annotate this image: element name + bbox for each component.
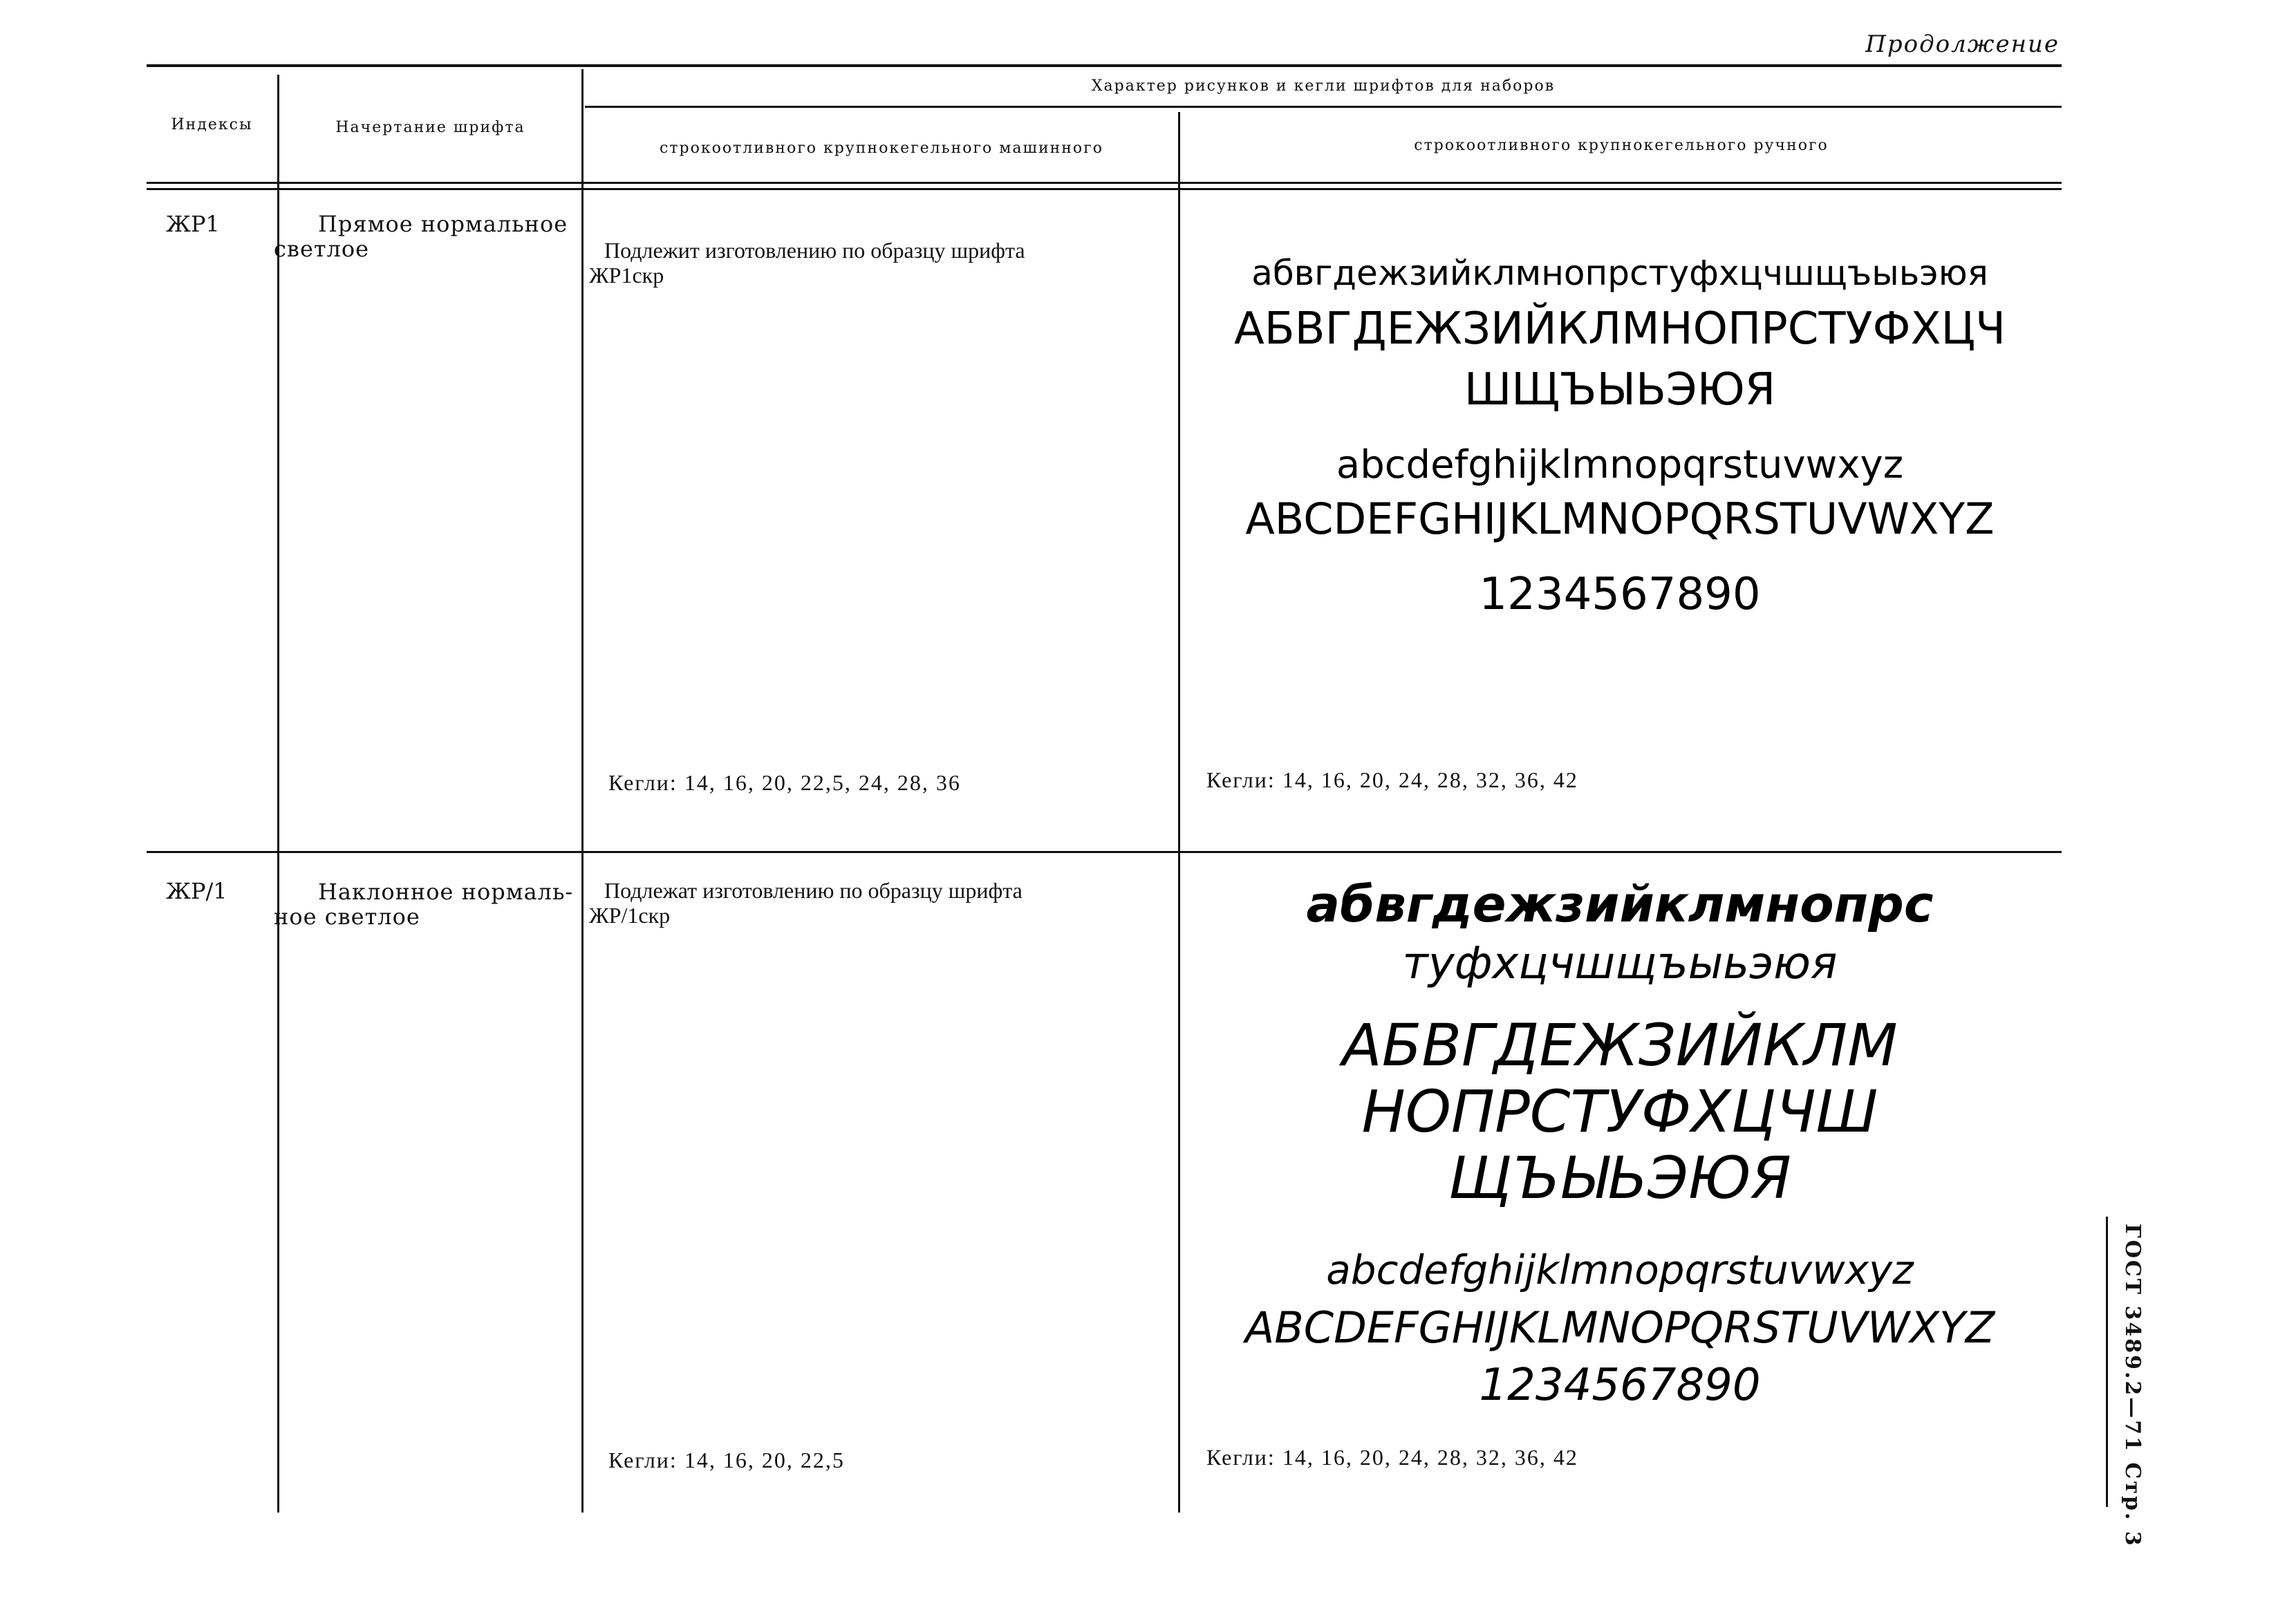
row1-index: ЖР1 xyxy=(166,211,220,237)
row1-typeface-line1: Прямое нормальное xyxy=(318,211,568,237)
header-group: Характер рисунков и кегли шрифтов для наборов xyxy=(1091,77,1556,95)
row2-index: ЖР/1 xyxy=(166,878,227,904)
row2-machine-note xyxy=(589,878,1156,928)
header-manual: строкоотливного крупнокегельного ручного xyxy=(1414,137,1829,154)
row1-specimen-uppercase-cyr-2: ШЩЪЫЬЭЮЯ xyxy=(1464,364,1776,415)
row2-typeface xyxy=(274,879,581,929)
row1-specimen-uppercase-lat: ABCDEFGHIJKLMNOPQRSTUVWXYZ xyxy=(1245,494,1995,544)
row2-specimen-uppercase-cyr-3: ЩЪЫЬЭЮЯ xyxy=(1448,1144,1791,1212)
table-top-rule xyxy=(147,64,2062,67)
row2-machine-sizes: Кегли: 14, 16, 20, 22,5 xyxy=(608,1448,845,1472)
row-separator-rule xyxy=(147,851,2062,853)
row2-specimen-lowercase-lat: abcdefghijklmnopqrstuvwxyz xyxy=(1326,1246,1914,1293)
row1-specimen-lowercase-lat: abcdefghijklmnopqrstuvwxyz xyxy=(1336,442,1904,487)
row2-typeface-line2: ное светлое xyxy=(274,904,420,930)
row1-manual-sizes: Кегли: 14, 16, 20, 24, 28, 32, 36, 42 xyxy=(1206,767,1578,792)
row1-machine-sizes: Кегли: 14, 16, 20, 22,5, 24, 28, 36 xyxy=(608,770,961,795)
side-reference-text: ГОСТ 3489.2—71 Стр. 3 xyxy=(2120,1224,2145,1548)
row2-specimen-uppercase-cyr-1: АБВГДЕЖЗИЙКЛМ xyxy=(1342,1011,1898,1079)
row2-typeface-line1: Наклонное нормаль- xyxy=(318,879,574,905)
row2-specimen-uppercase-cyr-2: НОПРСТУФХЦЧШ xyxy=(1361,1078,1878,1145)
row1-machine-note-line1: Подлежит изготовлению по образцу шрифта xyxy=(604,238,1025,263)
continuation-label: Продолжение xyxy=(1865,30,2060,58)
row2-specimen-digits: 1234567890 xyxy=(1479,1360,1761,1411)
row2-specimen-lowercase-cyr-1: абвгдежзийклмнопрс xyxy=(1306,875,1934,933)
row2-machine-note-line1: Подлежат изготовлению по образцу шрифта xyxy=(604,878,1023,903)
row1-machine-note-line2: ЖР1скр xyxy=(589,263,664,288)
header-machine: строкоотливного крупнокегельного машинного xyxy=(660,140,1103,157)
side-reference xyxy=(2117,1224,2145,1548)
row1-typeface xyxy=(274,212,578,261)
column-divider-1 xyxy=(277,75,279,1513)
row2-machine-note-line2: ЖР/1скр xyxy=(589,903,671,928)
row1-specimen-uppercase-cyr-1: АБВГДЕЖЗИЙКЛМНОПРСТУФХЦЧ xyxy=(1233,303,2006,355)
row2-manual-sizes: Кегли: 14, 16, 20, 24, 28, 32, 36, 42 xyxy=(1206,1445,1578,1470)
column-divider-2 xyxy=(581,69,584,1513)
side-reference-rule xyxy=(2106,1217,2108,1507)
column-divider-3 xyxy=(1178,112,1180,1513)
row2-specimen-uppercase-lat: ABCDEFGHIJKLMNOPQRSTUVWXYZ xyxy=(1244,1302,1995,1353)
header-bottom-rule-1 xyxy=(147,182,2062,184)
row1-specimen-digits: 1234567890 xyxy=(1479,569,1761,620)
header-index: Индексы xyxy=(171,116,253,133)
header-bottom-rule-2 xyxy=(147,188,2062,190)
row2-specimen-lowercase-cyr-2: туфхцчшщъыьэюя xyxy=(1402,938,1838,989)
row1-typeface-line2: светлое xyxy=(274,236,370,262)
header-typeface: Начертание шрифта xyxy=(335,119,525,136)
row1-machine-note xyxy=(589,238,1156,288)
group-header-rule xyxy=(585,106,2062,108)
row1-specimen-lowercase-cyr: абвгдежзийклмнопрстуфхцчшщъыьэюя xyxy=(1251,253,1988,293)
